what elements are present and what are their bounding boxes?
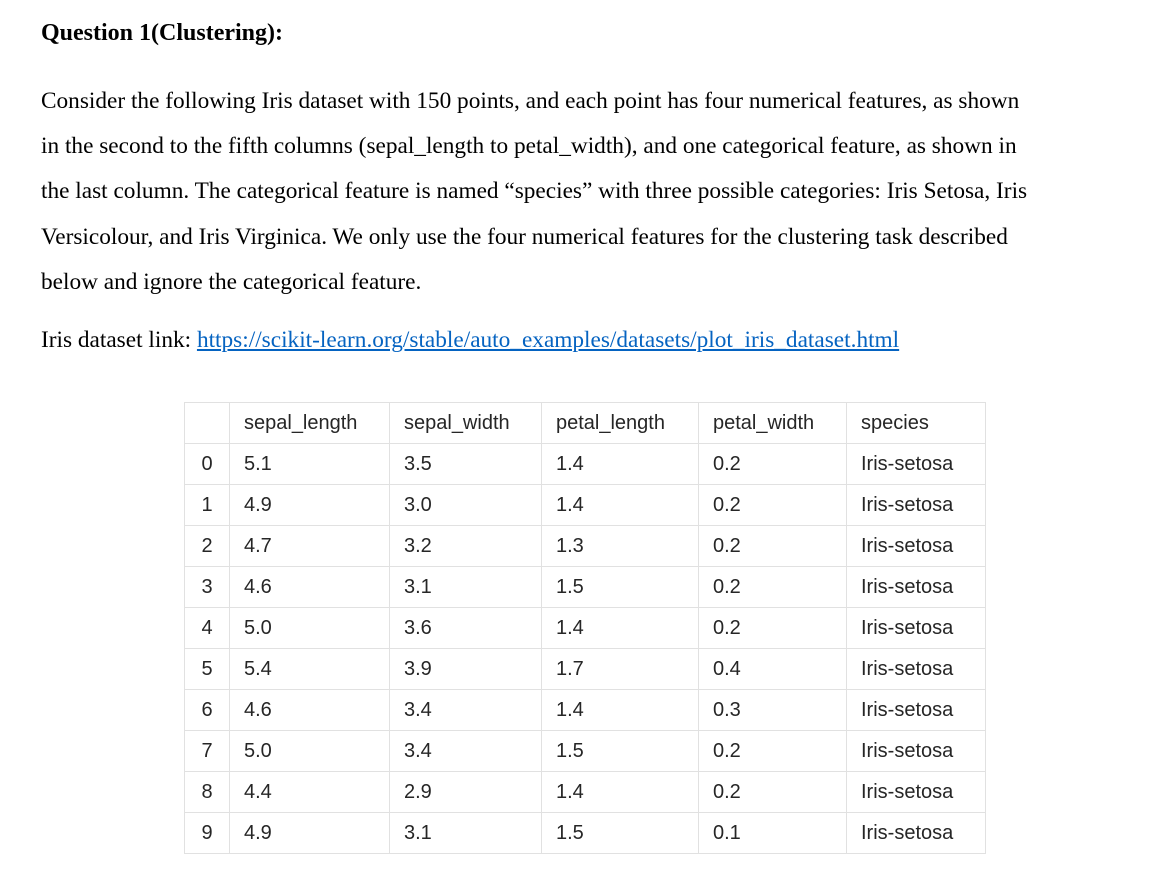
- column-header-sepal-width: sepal_width: [390, 403, 542, 444]
- table-row: [185, 567, 986, 608]
- row-index-cell: 2: [185, 526, 230, 567]
- petal-length-cell: 1.4: [542, 444, 699, 485]
- sepal-width-cell: 3.1: [390, 567, 542, 608]
- sepal-length-cell: 5.1: [230, 444, 390, 485]
- petal-width-cell: 0.2: [699, 526, 847, 567]
- petal-width-cell: 0.2: [699, 608, 847, 649]
- row-index-cell: 7: [185, 731, 230, 772]
- column-header-petal-length: petal_length: [542, 403, 699, 444]
- petal-width-cell: 0.3: [699, 690, 847, 731]
- sepal-width-cell: 3.9: [390, 649, 542, 690]
- petal-width-cell: 0.2: [699, 731, 847, 772]
- table-row: [185, 649, 986, 690]
- paragraph-line: Consider the following Iris dataset with 150 points, and each point has four numerical features, as shown: [41, 88, 1020, 114]
- petal-length-cell: 1.7: [542, 649, 699, 690]
- species-cell: Iris-setosa: [847, 526, 986, 567]
- table-row: [185, 772, 986, 813]
- petal-length-cell: 1.5: [542, 567, 699, 608]
- petal-width-cell: 0.2: [699, 444, 847, 485]
- question-heading: Question 1(Clustering):: [41, 20, 283, 46]
- petal-length-cell: 1.5: [542, 813, 699, 854]
- sepal-length-cell: 4.4: [230, 772, 390, 813]
- petal-length-cell: 1.5: [542, 731, 699, 772]
- column-header-petal-width: petal_width: [699, 403, 847, 444]
- table-row: [185, 813, 986, 854]
- sepal-length-cell: 4.7: [230, 526, 390, 567]
- petal-length-cell: 1.4: [542, 485, 699, 526]
- question-paragraph: [41, 79, 1131, 305]
- sepal-width-cell: 3.5: [390, 444, 542, 485]
- table-row: [185, 690, 986, 731]
- petal-length-cell: 1.4: [542, 690, 699, 731]
- petal-width-cell: 0.1: [699, 813, 847, 854]
- sepal-width-cell: 3.1: [390, 813, 542, 854]
- sepal-width-cell: 2.9: [390, 772, 542, 813]
- petal-width-cell: 0.2: [699, 567, 847, 608]
- table-row: [185, 526, 986, 567]
- sepal-length-cell: 4.6: [230, 690, 390, 731]
- sepal-length-cell: 5.0: [230, 608, 390, 649]
- row-index-cell: 1: [185, 485, 230, 526]
- sepal-length-cell: 4.9: [230, 485, 390, 526]
- species-cell: Iris-setosa: [847, 444, 986, 485]
- petal-width-cell: 0.4: [699, 649, 847, 690]
- paragraph-line: Versicolour, and Iris Virginica. We only use the four numerical features for the clustering task described: [41, 223, 1008, 250]
- row-index-cell: 0: [185, 444, 230, 485]
- table-row: [185, 444, 986, 485]
- species-cell: Iris-setosa: [847, 608, 986, 649]
- sepal-width-cell: 3.4: [390, 731, 542, 772]
- sepal-length-cell: 5.4: [230, 649, 390, 690]
- table-row: [185, 485, 986, 526]
- row-index-cell: 3: [185, 567, 230, 608]
- dataset-link-line: [41, 327, 899, 354]
- column-header-species: species: [847, 403, 986, 444]
- species-cell: Iris-setosa: [847, 731, 986, 772]
- sepal-width-cell: 3.6: [390, 608, 542, 649]
- dataset-link-label: Iris dataset link:: [41, 327, 197, 353]
- dataset-link[interactable]: https://scikit-learn.org/stable/auto_examples/datasets/plot_iris_dataset.html: [196, 327, 900, 353]
- table-header-row: [185, 403, 986, 444]
- sepal-length-cell: 4.9: [230, 813, 390, 854]
- row-index-cell: 8: [185, 772, 230, 813]
- paragraph-line: in the second to the fifth columns (sepal_length to petal_width), and one categorical feature, as shown in: [41, 133, 1017, 160]
- sepal-width-cell: 3.2: [390, 526, 542, 567]
- iris-data-table: [184, 402, 986, 854]
- sepal-width-cell: 3.4: [390, 690, 542, 731]
- sepal-width-cell: 3.0: [390, 485, 542, 526]
- species-cell: Iris-setosa: [847, 690, 986, 731]
- species-cell: Iris-setosa: [847, 649, 986, 690]
- paragraph-line: the last column. The categorical feature is named “species” with three possible categories: Iris Setosa, Iris: [41, 178, 1028, 205]
- column-header-sepal-length: sepal_length: [230, 403, 390, 444]
- table-row: [185, 608, 986, 649]
- petal-length-cell: 1.4: [542, 772, 699, 813]
- paragraph-line: below and ignore the categorical feature.: [41, 268, 422, 295]
- sepal-length-cell: 4.6: [230, 567, 390, 608]
- petal-length-cell: 1.3: [542, 526, 699, 567]
- table-row: [185, 731, 986, 772]
- species-cell: Iris-setosa: [847, 567, 986, 608]
- species-cell: Iris-setosa: [847, 772, 986, 813]
- row-index-cell: 6: [185, 690, 230, 731]
- petal-length-cell: 1.4: [542, 608, 699, 649]
- row-index-cell: 5: [185, 649, 230, 690]
- petal-width-cell: 0.2: [699, 772, 847, 813]
- column-header-index: [185, 403, 230, 444]
- sepal-length-cell: 5.0: [230, 731, 390, 772]
- petal-width-cell: 0.2: [699, 485, 847, 526]
- row-index-cell: 4: [185, 608, 230, 649]
- row-index-cell: 9: [185, 813, 230, 854]
- species-cell: Iris-setosa: [847, 485, 986, 526]
- species-cell: Iris-setosa: [847, 813, 986, 854]
